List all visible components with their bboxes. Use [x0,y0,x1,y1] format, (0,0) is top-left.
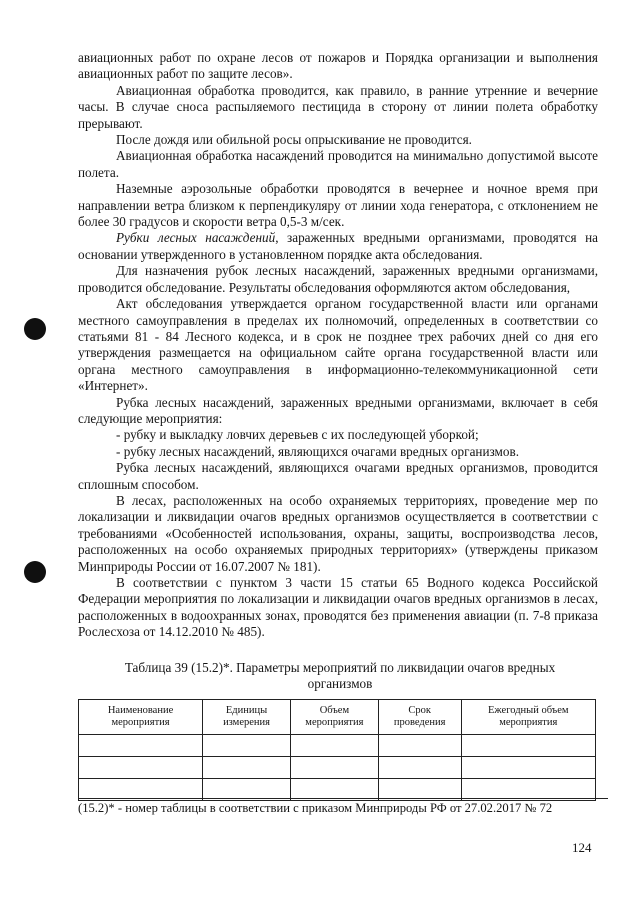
italic-term: Рубки лесных насаждений [116,230,276,246]
table-row [79,735,596,757]
table-cell [378,735,461,757]
body-text [78,50,598,641]
punch-hole-top [24,318,46,340]
parameters-table [78,699,596,801]
header-cell: Срок проведения [378,700,461,735]
table-cell [79,735,203,757]
table-cell [378,757,461,779]
table-cell [290,735,378,757]
table-cell [461,735,595,757]
header-cell: Наименование мероприятия [79,700,203,735]
paragraph: Для назначения рубок лесных насаждений, зараженных вредными организмами, проводится обследование. Результаты обследования оформляются актом обследования, [78,263,598,295]
paragraph [78,230,598,263]
list-item: - рубку лесных насаждений, являющихся очагами вредных организмов. [116,443,520,459]
table-cell [461,757,595,779]
table-caption: Таблица 39 (15.2)*. Параметры мероприятий по ликвидации очагов вредных организмов [124,660,556,692]
paragraph: Рубка лесных насаждений, зараженных вредными организмами, включает в себя следующие мероприятия: [78,394,598,426]
table-cell [203,757,291,779]
page-number: 124 [572,840,592,855]
paragraph: Рубка лесных насаждений, являющихся очагами вредных организмов, проводится сплошным способом. [78,460,598,492]
table-row [79,757,596,779]
paragraph: авиационных работ по охране лесов от пожаров и Порядка организации и выполнения авиационных работ по защите лесов». [78,50,598,82]
header-cell: Объем мероприятия [290,700,378,735]
paragraph: После дождя или обильной росы опрыскивание не проводится. [116,132,472,148]
paragraph: Акт обследования утверждается органом государственной власти или органами местного самоуправления в пределах их полномочий, определенных в соответствии со статьями 81 - 84 Лесного кодекса, и в срок не позднее трех рабочих дней со дня его утверждения размещается на официальном сайте органа государственной власти или органа местного самоуправления в информационно-телекоммуникационной сети «Интернет». [78,296,598,394]
table-cell [203,735,291,757]
punch-hole-bottom [24,561,46,583]
table-header-row [79,700,596,735]
paragraph: Авиационная обработка насаждений проводится на минимально допустимой высоте полета. [78,148,598,180]
table-cell [79,757,203,779]
list-item: - рубку и выкладку ловчих деревьев с их последующей уборкой; [116,427,479,443]
table-footnote: (15.2)* - номер таблицы в соответствии с приказом Минприроды РФ от 27.02.2017 № 72 [78,798,608,816]
paragraph: Авиационная обработка проводится, как правило, в ранние утренние и вечерние часы. В случае сноса распыляемого пестицида в сторону от линии полета обработку прерывают. [78,82,598,131]
header-cell: Единицы измерения [203,700,291,735]
paragraph: Наземные аэрозольные обработки проводятся в вечернее и ночное время при направлении ветра близком к перпендикуляру от линии хода генератора, с отклонением не более 30 градусов и скорости ветра 0,5-3 м/сек. [78,181,598,230]
paragraph: В лесах, расположенных на особо охраняемых территориях, проведение мер по локализации и ликвидации очагов вредных организмов осуществляется в соответствии с требованиями «Особенностей использования, охраны, защиты, воспроизводства лесов, расположенных на особо охраняемых природных территориях» (утверждены приказом Минприроды России от 16.07.2007 № 181). [78,492,598,574]
table-cell [290,757,378,779]
paragraph-rest: , зараженных вредными организмами, проводятся на основании утвержденного в установленном порядке акта обследования. [78,230,598,262]
header-cell: Ежегодный объем мероприятия [461,700,595,735]
paragraph: В соответствии с пунктом 3 части 15 статьи 65 Водного кодекса Российской Федерации мероприятия по локализации и ликвидации очагов вредных организмов в лесах, расположенных в водоохранных зонах, проводятся без применения авиации (п. 7-8 приказа Рослесхоза от 14.12.2010 № 485). [78,575,598,640]
